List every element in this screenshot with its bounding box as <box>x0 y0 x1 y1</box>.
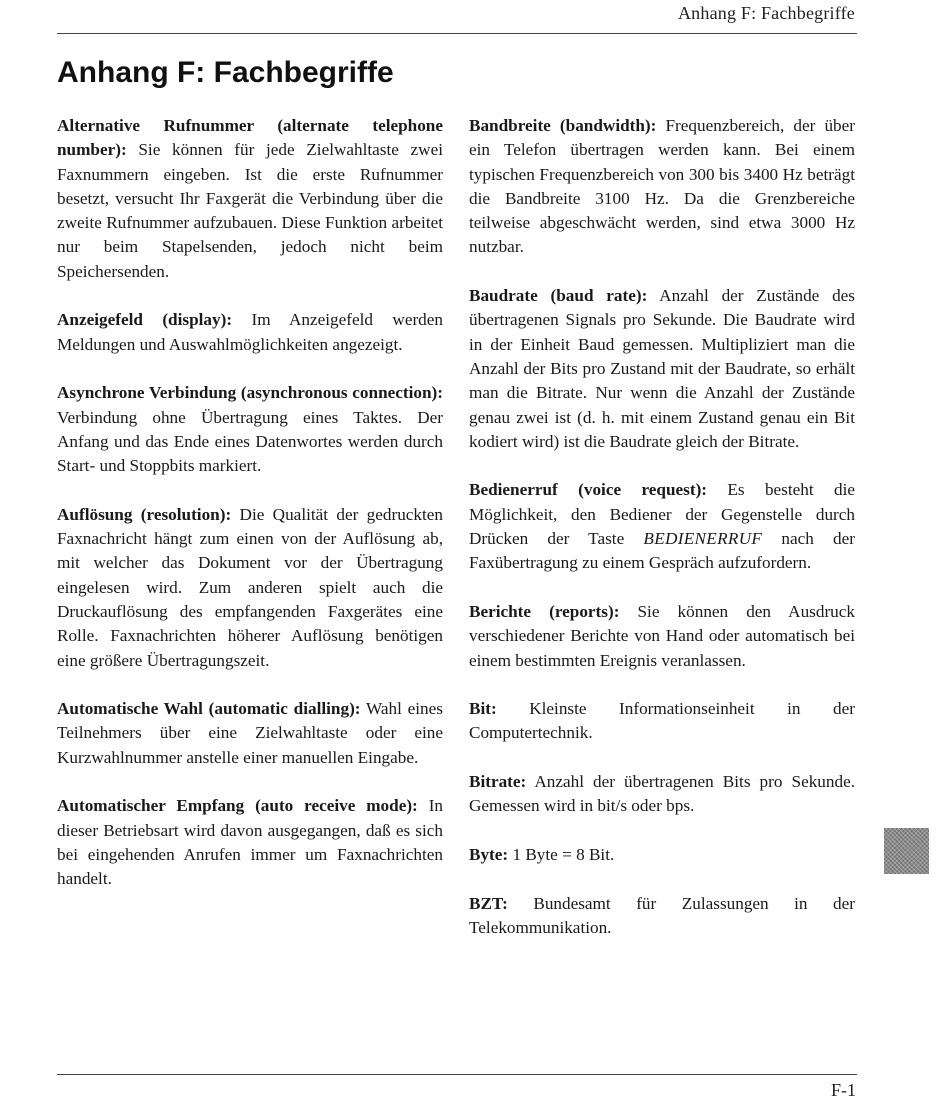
glossary-term: Bedienerruf (voice request): <box>469 480 708 500</box>
glossary-term: Auflösung (resolution): <box>57 504 232 524</box>
glossary-entry-asynchrone-verbindung <box>57 381 443 478</box>
glossary-definition: Sie können für jede Zielwahltaste zwei Faxnummern eingeben. Ist die erste Rufnummer besetzt, versucht Ihr Faxgerät die Verbindung über die zweite Rufnummer aufzubauen. Diese Funktion arbeitet nur beim Stapelsenden, jedoch nicht beim Speichersenden. <box>57 140 443 281</box>
glossary-term: Asynchrone Verbindung (asynchronous connection): <box>57 383 443 403</box>
glossary-entry-anzeigefeld <box>57 308 443 357</box>
glossary-entry-byte <box>469 843 855 867</box>
glossary-term: Bit: <box>469 699 497 719</box>
page-title: Anhang F: Fachbegriffe <box>57 56 394 89</box>
glossary-entry-berichte <box>469 600 855 673</box>
glossary-term: Byte: <box>469 844 509 864</box>
glossary-definition: Anzahl der übertragenen Bits pro Sekunde. Gemessen wird in bit/s oder bps. <box>469 772 855 816</box>
glossary-definition: 1 Byte = 8 Bit. <box>512 844 615 864</box>
left-column <box>57 114 443 916</box>
running-header: Anhang F: Fachbegriffe <box>677 3 855 23</box>
glossary-definition-continued: nach der Faxübertragung zu einem Gespräch aufzufordern. <box>469 529 855 573</box>
glossary-term: Bitrate: <box>469 772 527 792</box>
glossary-entry-aufloesung <box>57 503 443 673</box>
glossary-term: BZT: <box>469 893 508 913</box>
glossary-definition: In dieser Betriebsart wird davon ausgegangen, daß es sich bei eingehenden Anrufen immer um Faxnachrichten handelt. <box>57 796 444 889</box>
glossary-entry-bit <box>469 697 855 746</box>
glossary-definition: Es besteht die Möglichkeit, den Bediener der Gegenstelle durch Drücken der Taste <box>469 480 856 549</box>
glossary-term: Automatische Wahl (automatic dialling): <box>57 699 361 719</box>
glossary-definition: Die Qualität der gedruckten Faxnachricht hängt zum einen von der Auflösung ab, mit welcher das Dokument vor der Übertragung eingelesen wird. Zum anderen spielt auch die Druckauflösung des empfangenden Faxgerätes eine Rolle. Faxnachrichten höherer Auflösung benötigen eine größere Übertragungszeit. <box>57 504 444 670</box>
glossary-entry-automatischer-empfang <box>57 794 443 891</box>
glossary-term: Alternative Rufnummer (alternate telephone number): <box>57 116 443 160</box>
glossary-definition: Bundesamt für Zulassungen in der Telekommunikation. <box>469 893 855 937</box>
glossary-entry-bzt <box>469 892 855 941</box>
chapter-thumb-tab <box>884 828 929 874</box>
page-number: F-1 <box>830 1080 856 1100</box>
glossary-term: Berichte (reports): <box>469 601 620 621</box>
glossary-term: Bandbreite (bandwidth): <box>469 116 657 135</box>
header-rule <box>57 33 857 34</box>
glossary-entry-alternative-rufnummer <box>57 114 443 284</box>
glossary-term: Baudrate (baud rate): <box>469 286 648 306</box>
glossary-entry-bandbreite <box>469 114 855 260</box>
glossary-entry-bedienerruf <box>469 478 855 575</box>
glossary-entry-automatische-wahl <box>57 697 443 770</box>
glossary-term: Anzeigefeld (display): <box>57 310 233 330</box>
glossary-definition: Wahl eines Teilnehmers über eine Zielwahltaste oder eine Kurzwahlnummer anstelle einer manuellen Eingabe. <box>57 699 443 767</box>
glossary-term: Automatischer Empfang (auto receive mode): <box>57 796 418 816</box>
glossary-definition: Verbindung ohne Übertragung eines Taktes. Der Anfang und das Ende eines Datenwortes werden durch Start- und Stoppbits markiert. <box>57 407 443 476</box>
glossary-definition: Im Anzeigefeld werden Meldungen und Auswahlmöglichkeiten angezeigt. <box>57 310 443 354</box>
glossary-definition: Anzahl der Zustände des übertragenen Signals pro Sekunde. Die Baudrate wird in der Einheit Baud gemessen. Multipliziert man die Anzahl der Bits pro Zustand mit der Baudrate, so erhält man die Bitrate. Nur wenn die Anzahl der Zustände genau zwei ist (d. h. mit einem Zustand genau ein Bit kodiert wird) ist die Baudrate gleich der Bitrate. <box>469 286 855 451</box>
glossary-definition: Kleinste Informationseinheit in der Computertechnik. <box>469 699 855 743</box>
glossary-definition: Frequenzbereich, der über ein Telefon übertragen werden kann. Bei einem typischen Frequenzbereich von 300 bis 3400 Hz beträgt die Bandbreite 3100 Hz. Da die Grenzbereiche teilweise abgeschwächt werden, sind etwa 3000 Hz nutzbar. <box>469 116 856 257</box>
glossary-definition: Sie können den Ausdruck verschiedener Berichte von Hand oder automatisch bei einem bestimmten Ereignis veranlassen. <box>469 601 855 670</box>
glossary-entry-baudrate <box>469 284 855 454</box>
footer-rule <box>57 1074 857 1075</box>
right-column <box>469 114 855 964</box>
key-name-bedienerruf: BEDIENERRUF <box>643 529 763 549</box>
glossary-entry-bitrate <box>469 770 855 819</box>
